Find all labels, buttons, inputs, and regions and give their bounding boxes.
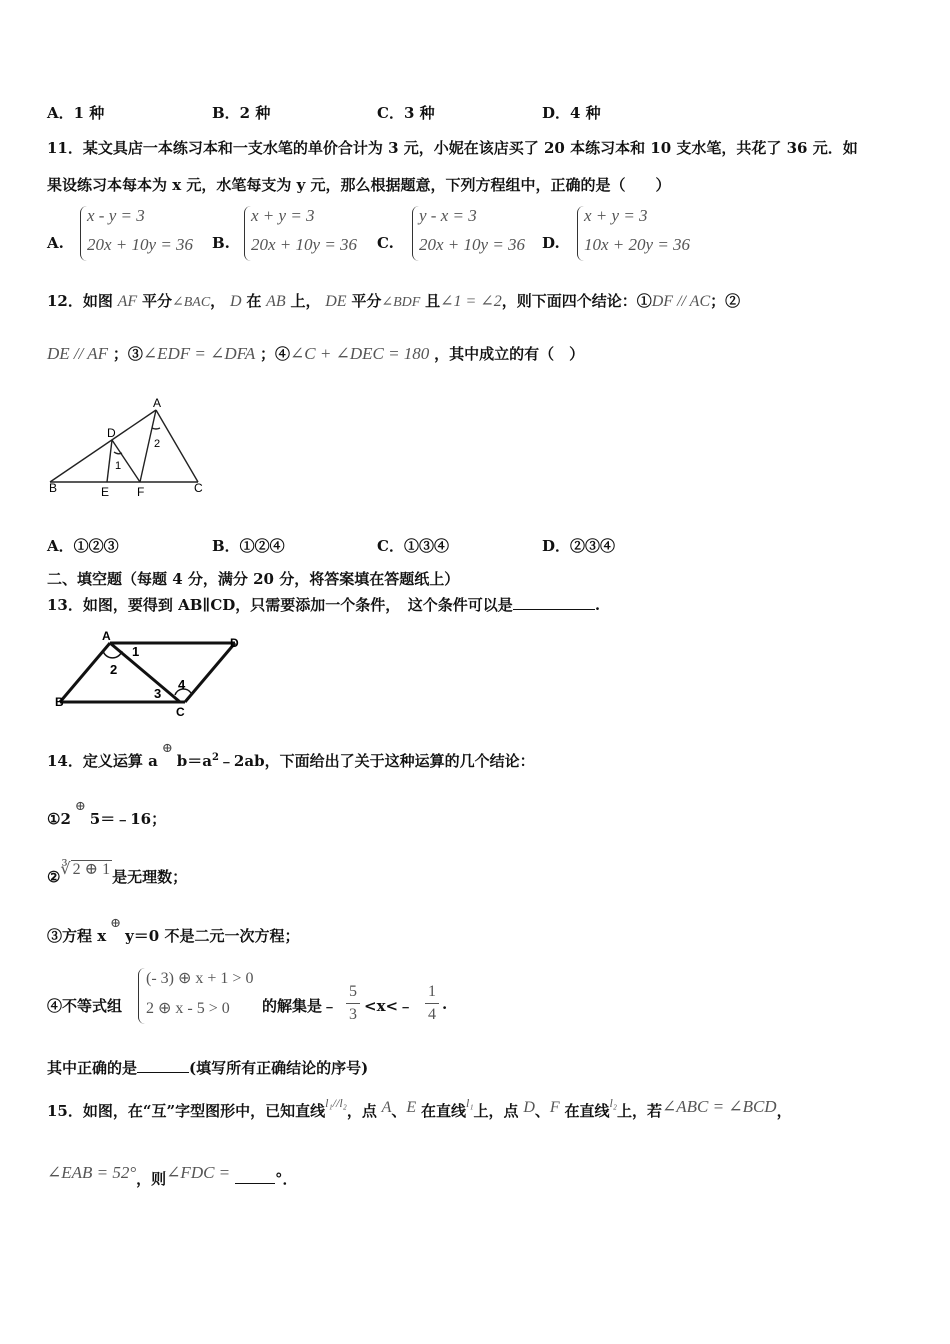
answer-blank xyxy=(235,1183,275,1184)
q12-option-d: D．②③④ xyxy=(542,537,616,555)
q11-text-line1: 11．某文具店一本练习本和一支水笔的单价合计为 3 元，小妮在该店买了 20 本练习本和 10 支水笔，共花了 36 元．如 xyxy=(47,139,858,157)
answer-blank xyxy=(137,1072,189,1073)
figure-label: 3 xyxy=(154,686,162,701)
q10-option-d: D．4 种 xyxy=(542,104,601,122)
equation: x - y = 3 xyxy=(87,206,145,225)
q10-option-a: A．1 种 xyxy=(47,104,105,122)
section-heading: 二、填空题（每题 4 分，满分 20 分，将答案填在答题纸上） xyxy=(47,570,460,588)
figure-label: D xyxy=(230,636,239,650)
figure-label: A xyxy=(153,396,162,410)
equation: 20x + 10y = 36 xyxy=(87,235,194,254)
q14-conclusion-1: ①2⊕5＝﹣16； xyxy=(47,799,167,828)
q12-text-line1: 12．如图 AF 平分∠BAC， D 在 AB 上， DE 平分∠BDF 且∠1 = ∠2，则下面四个结论：①DF // AC；② xyxy=(47,292,741,310)
q14-conclusion-3: ③方程 x⊕y＝0 不是二元一次方程； xyxy=(47,916,300,945)
option-label: A. xyxy=(47,234,64,252)
answer-blank xyxy=(513,609,595,610)
figure-label: 1 xyxy=(132,644,140,659)
cube-root: ∛ xyxy=(60,859,71,878)
q15-text-line1: 15．如图，在“互”字型图形中，已知直线$^{l_1//l_2}$，点 A、E 在直线$^{l_1}$上，点 D、F 在直线$^{l_2}$上，若∠ABC = ∠BCD， xyxy=(47,1096,792,1120)
figure-label: F xyxy=(137,485,145,499)
q13-text: 13．如图，要得到 AB∥CD，只需要添加一个条件， 这个条件可以是 . xyxy=(47,596,601,614)
q10-option-b: B．2 种 xyxy=(212,104,271,122)
figure-label: B xyxy=(49,481,58,495)
q14-conclusion-2: ②∛ 2 ⊕ 1 是无理数； xyxy=(47,859,188,886)
fraction: 5 3 xyxy=(346,983,360,1024)
figure-label: 2 xyxy=(110,662,118,677)
equation: 20x + 10y = 36 xyxy=(419,235,526,254)
figure-label: C xyxy=(194,481,203,495)
q14-answer-line: 其中正确的是 (填写所有正确结论的序号) xyxy=(47,1059,369,1077)
q14-text: 14．定义运算 $a\oplus b=a^2﹣2ab$，下面给出了关于这种运算的几个结论： xyxy=(47,741,535,770)
figure-label: C xyxy=(176,705,185,719)
option-label: D. xyxy=(542,234,560,252)
oplus-symbol: ⊕ xyxy=(161,741,173,756)
q13-figure xyxy=(50,625,255,720)
figure-label: 2 xyxy=(154,438,161,450)
figure-label: B xyxy=(55,695,64,709)
q12-figure xyxy=(40,395,215,500)
figure-label: 4 xyxy=(178,677,186,692)
figure-label: A xyxy=(102,629,111,643)
q11-text-line2: 果设练习本每本为 x 元，水笔每支为 y 元，那么根据题意，下列方程组中，正确的是（ ） xyxy=(47,176,671,194)
equation: 10x + 20y = 36 xyxy=(584,235,691,254)
figure-label: 1 xyxy=(115,460,122,472)
figure-label: E xyxy=(101,485,110,499)
q10-option-c: C．3 种 xyxy=(377,104,435,122)
q15-text-line2: ∠EAB = 52°，则∠FDC = °． xyxy=(47,1163,298,1188)
q12-option-b: B．①②④ xyxy=(212,537,285,555)
equation: x + y = 3 xyxy=(584,206,648,225)
option-label: B. xyxy=(212,234,230,252)
equation: y - x = 3 xyxy=(419,206,477,225)
q12-option-a: A．①②③ xyxy=(47,537,119,555)
option-label: C. xyxy=(377,234,394,252)
q12-option-c: C．①③④ xyxy=(377,537,449,555)
equation: 20x + 10y = 36 xyxy=(251,235,358,254)
q12-text-line2: DE // AF ；③∠EDF = ∠DFA ；④∠C + ∠DEC = 180 ，其中成立的有（ ） xyxy=(47,344,585,363)
equation: x + y = 3 xyxy=(251,206,315,225)
fraction: 1 4 xyxy=(425,983,439,1024)
figure-label: D xyxy=(107,426,116,440)
